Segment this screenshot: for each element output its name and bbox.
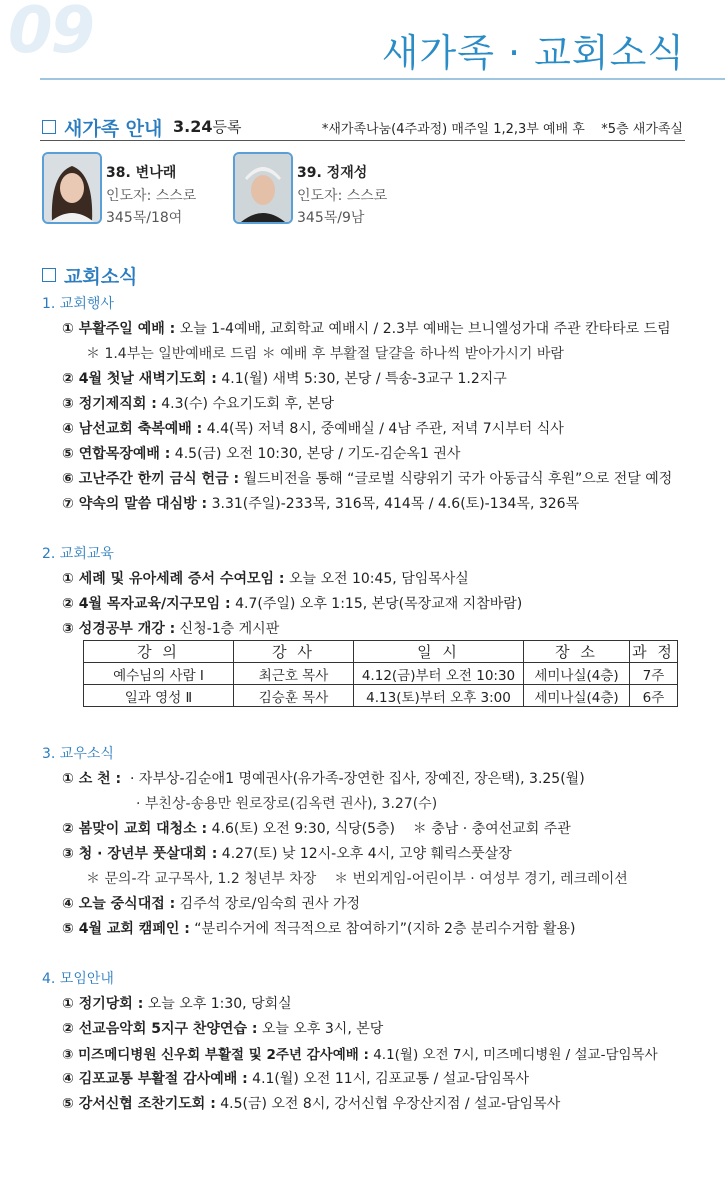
list-note: · 부친상-송용만 원로장로(김옥련 권사), 3.27(수) — [136, 796, 438, 812]
table-cell: 7주 — [630, 663, 678, 685]
member-photo — [233, 152, 293, 224]
table-cell: 세미나실(4층) — [524, 685, 630, 707]
table-cell: 4.13(토)부터 오후 3:00 — [354, 685, 524, 707]
table-cell: 김승훈 목사 — [234, 685, 354, 707]
member-name: 39. 정재성 — [297, 165, 368, 181]
list-item: ④ 남선교회 축복예배 : 4.4(목) 저녁 8시, 중예배실 / 4남 주관, 저녁 7시부터 식사 — [62, 421, 564, 437]
list-item: ④ 오늘 중식대접 : 김주석 장로/임숙희 권사 가정 — [62, 896, 361, 912]
list-item: ③ 정기제직회 : 4.3(수) 수요기도회 후, 본당 — [62, 396, 334, 412]
list-item: ② 선교음악회 5지구 찬양연습 : 오늘 오후 3시, 본당 — [62, 1021, 384, 1037]
table-cell: 일과 영성 Ⅱ — [84, 685, 234, 707]
checkbox-square-icon — [42, 268, 56, 282]
members-subheading: 3. 교우소식 — [42, 746, 114, 762]
list-item: ⑤ 연합목장예배 : 4.5(금) 오전 10:30, 본당 / 기도-김순옥1 권사 — [62, 446, 461, 462]
new-family-heading: 새가족 안내 — [42, 114, 162, 141]
list-item: ⑦ 약속의 말씀 대심방 : 3.31(주일)-233목, 316목, 414목 / 4.6(토)-134목, 326목 — [62, 496, 580, 512]
list-note: ＊ 문의-각 교구목사, 1.2 청년부 차장 ＊ 번외게임-어린이부 · 여성부 경기, 레크레이션 — [86, 871, 628, 887]
member-district: 345목/9남 — [297, 210, 365, 226]
member-name: 38. 변나래 — [106, 165, 177, 181]
events-subheading: 1. 교회행사 — [42, 296, 114, 312]
table-cell: 최근호 목사 — [234, 663, 354, 685]
bible-study-table — [83, 640, 678, 707]
checkbox-square-icon — [42, 120, 56, 134]
section-divider — [40, 140, 685, 141]
list-item: ③ 성경공부 개강 : 신청-1층 게시판 — [62, 621, 280, 637]
table-header-row — [84, 641, 678, 663]
list-item: ② 봄맞이 교회 대청소 : 4.6(토) 오전 9:30, 식당(5층) ＊ 충남 · 충여선교회 주관 — [62, 821, 571, 837]
list-item: ③ 미즈메디병원 신우회 부활절 및 2주년 감사예배 : 4.1(월) 오전 7시, 미즈메디병원 / 설교-담임목사 — [62, 1047, 658, 1063]
title-divider — [40, 78, 725, 80]
member-guide: 인도자: 스스로 — [297, 188, 388, 204]
list-item: ③ 청 · 장년부 풋살대회 : 4.27(토) 낮 12시-오후 4시, 고양 훼릭스풋살장 — [62, 846, 512, 862]
list-note: ＊ 1.4부는 일반예배로 드림 ＊ 예배 후 부활절 달걀을 하나씩 받아가시기 바람 — [86, 346, 564, 362]
table-header: 강 사 — [234, 641, 354, 663]
table-cell: 세미나실(4층) — [524, 663, 630, 685]
new-family-note: *새가족나눔(4주과정) 매주일 1,2,3부 예배 후 *5층 새가족실 — [321, 122, 683, 137]
table-header: 일 시 — [354, 641, 524, 663]
list-item: ⑤ 강서신협 조찬기도회 : 4.5(금) 오전 8시, 강서신협 우장산지점 / 설교-담임목사 — [62, 1096, 561, 1112]
table-row — [84, 663, 678, 685]
education-subheading: 2. 교회교육 — [42, 546, 114, 562]
list-item: ② 4월 목자교육/지구모임 : 4.7(주일) 오후 1:15, 본당(목장교재 지참바람) — [62, 596, 523, 612]
member-guide: 인도자: 스스로 — [106, 188, 197, 204]
table-header: 장 소 — [524, 641, 630, 663]
church-news-heading: 교회소식 — [42, 262, 137, 289]
list-item: ① 세례 및 유아세례 증서 수여모임 : 오늘 오전 10:45, 담임목사실 — [62, 571, 469, 587]
meetings-subheading: 4. 모임안내 — [42, 971, 114, 987]
page-title: 새가족 · 교회소식 — [381, 31, 685, 75]
table-header: 과 정 — [630, 641, 678, 663]
list-item: ⑤ 4월 교회 캠페인 : “분리수거에 적극적으로 참여하기”(지하 2층 분리수거함 활용) — [62, 921, 576, 937]
member-district: 345목/18여 — [106, 210, 183, 226]
table-header: 강 의 — [84, 641, 234, 663]
list-item: ① 부활주일 예배 : 오늘 1-4예배, 교회학교 예배시 / 2.3부 예배는 브니엘성가대 주관 칸타타로 드림 — [62, 321, 671, 337]
list-item: ② 4월 첫날 새벽기도회 : 4.1(월) 새벽 5:30, 본당 / 특송-3교구 1.2지구 — [62, 371, 507, 387]
table-cell: 4.12(금)부터 오전 10:30 — [354, 663, 524, 685]
page-number: 09 — [8, 0, 94, 68]
registration-date: 3.24등록 — [173, 117, 242, 136]
list-item: ④ 김포교통 부활절 감사예배 : 4.1(월) 오전 11시, 김포교통 / 설교-담임목사 — [62, 1071, 529, 1087]
list-item: ① 정기당회 : 오늘 오후 1:30, 당회실 — [62, 996, 292, 1012]
member-photo — [42, 152, 102, 224]
table-row — [84, 685, 678, 707]
table-cell: 예수님의 사람 Ⅰ — [84, 663, 234, 685]
list-item: ① 소 천 : · 자부상-김순애1 명예권사(유가족-장연한 집사, 장예진, 장은택), 3.25(월) — [62, 771, 585, 787]
list-item: ⑥ 고난주간 한끼 금식 헌금 : 월드비전을 통해 “글로벌 식량위기 국가 아동급식 후원”으로 전달 예정 — [62, 471, 673, 487]
table-cell: 6주 — [630, 685, 678, 707]
